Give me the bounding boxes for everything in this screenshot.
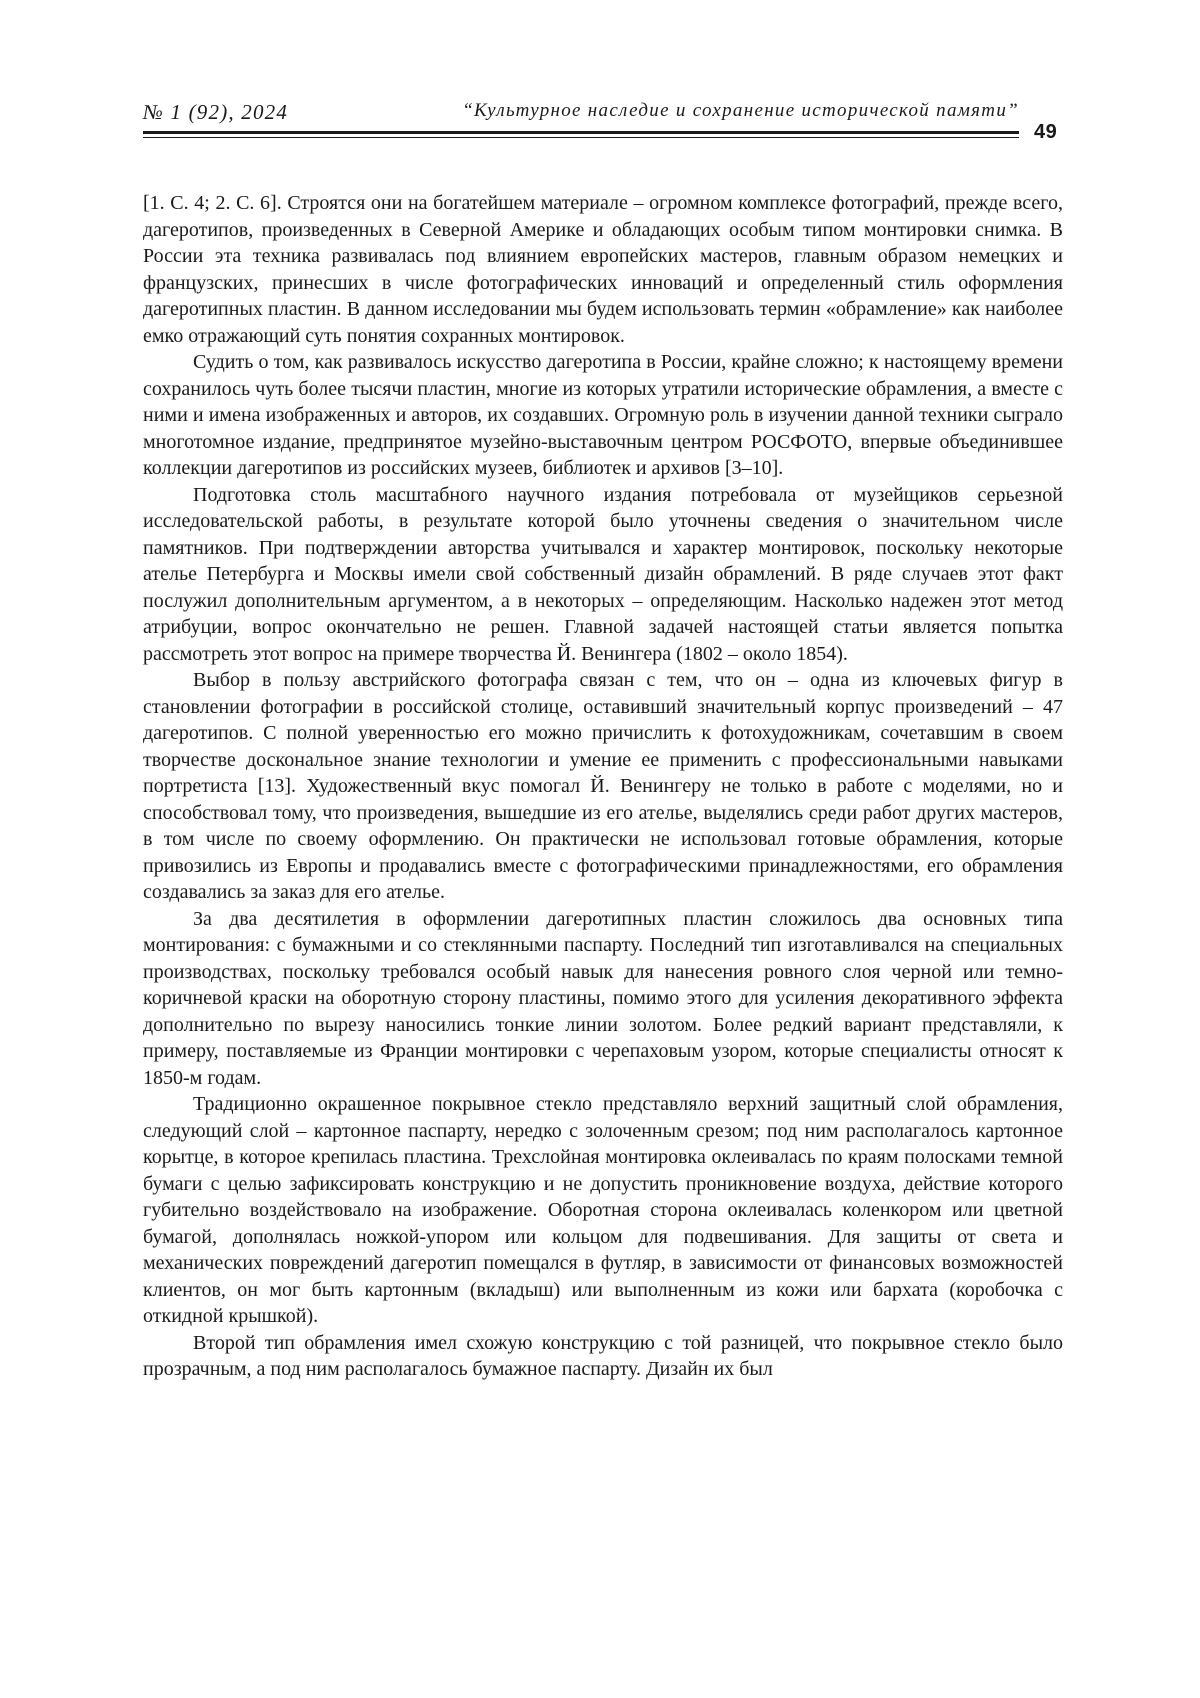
journal-page [0,0,1200,1698]
paragraph: За два десятилетия в оформлении дагеротипных пластин сложилось два основных типа монтирования: с бумажными и со стеклянными паспарту. Последний тип изготавливался на специальных производствах, поскольку требовался особый навык для нанесения ровного слоя черной или темно-коричневой краски на оборотную сторону пластины, помимо этого для усиления декоративного эффекта дополнительно по вырезу наносились тонкие линии золотом. Более редкий вариант представляли, к примеру, поставляемые из Франции монтировки с черепаховым узором, которые специалисты относят к 1850-м годам. [143,906,1063,1092]
paragraph: Традиционно окрашенное покрывное стекло представляло верхний защитный слой обрамления, следующий слой – картонное паспарту, нередко с золоченным срезом; под ним располагалось картонное корытце, в которое крепилась пластина. Трехслойная монтировка оклеивалась по краям полосками темной бумаги с целью зафиксировать конструкцию и не допустить проникновение воздуха, действие которого губительно воздействовало на изображение. Оборотная сторона оклеивалась коленкором или цветной бумагой, дополнялась ножкой-упором или кольцом для подвешивания. Для защиты от света и механических повреждений дагеротип помещался в футляр, в зависимости от финансовых возможностей клиентов, он мог быть картонным (вкладыш) или выполненным из кожи или бархата (коробочка с откидной крышкой). [143,1091,1063,1330]
article-body [143,190,1063,1383]
paragraph: Выбор в пользу австрийского фотографа связан с тем, что он – одна из ключевых фигур в становлении фотографии в российской столице, оставивший значительный корпус произведений – 47 дагеротипов. С полной уверенностью его можно причислить к фотохудожникам, сочетавшим в своем творчестве доскональное знание технологии и умение ее применить с профессиональными навыками портретиста [13]. Художественный вкус помогал Й. Венингеру не только в работе с моделями, но и способствовал тому, что произведения, вышедшие из его ателье, выделялись среди работ других мастеров, в том числе по своему оформлению. Он практически не использовал готовые обрамления, которые привозились из Европы и продавались вместе с фотографическими принадлежностями, его обрамления создавались за заказ для его ателье. [143,667,1063,906]
journal-title: “Культурное наследие и сохранение исторической памяти” [462,100,1019,122]
running-head [143,100,1019,140]
header-rule-thick [143,131,1019,134]
paragraph: Судить о том, как развивалось искусство дагеротипа в России, крайне сложно; к настоящему времени сохранилось чуть более тысячи пластин, многие из которых утратили исторические обрамления, а вместе с ними и имена изображенных и авторов, их создавших. Огромную роль в изучении данной техники сыграло многотомное издание, предпринятое музейно-выставочным центром РОСФОТО, впервые объединившее коллекции дагеротипов из российских музеев, библиотек и архивов [3–10]. [143,349,1063,482]
paragraph: Подготовка столь масштабного научного издания потребовала от музейщиков серьезной исследовательской работы, в результате которой было уточнены сведения о значительном числе памятников. При подтверждении авторства учитывался и характер монтировок, поскольку некоторые ателье Петербурга и Москвы имели свой собственный дизайн обрамлений. В ряде случаев этот факт послужил дополнительным аргументом, а в некоторых – определяющим. Насколько надежен этот метод атрибуции, вопрос окончательно не решен. Главной задачей настоящей статьи является попытка рассмотреть этот вопрос на примере творчества Й. Венингера (1802 – около 1854). [143,482,1063,668]
paragraph: Второй тип обрамления имел схожую конструкцию с той разницей, что покрывное стекло было прозрачным, а под ним располагалось бумажное паспарту. Дизайн их был [143,1330,1063,1383]
paragraph: [1. С. 4; 2. С. 6]. Строятся они на богатейшем материале – огромном комплексе фотографий, прежде всего, дагеротипов, произведенных в Северной Америке и обладающих особым типом монтировки снимка. В России эта техника развивалась под влиянием европейских мастеров, главным образом немецких и французских, принесших в числе фотографических инноваций и определенный стиль оформления дагеротипных пластин. В данном исследовании мы будем использовать термин «обрамление» как наиболее емко отражающий суть понятия сохранных монтировок. [143,190,1063,349]
issue-number: № 1 (92), 2024 [143,100,288,125]
page-number: 49 [1034,121,1057,144]
header-rule-thin [143,137,1019,138]
